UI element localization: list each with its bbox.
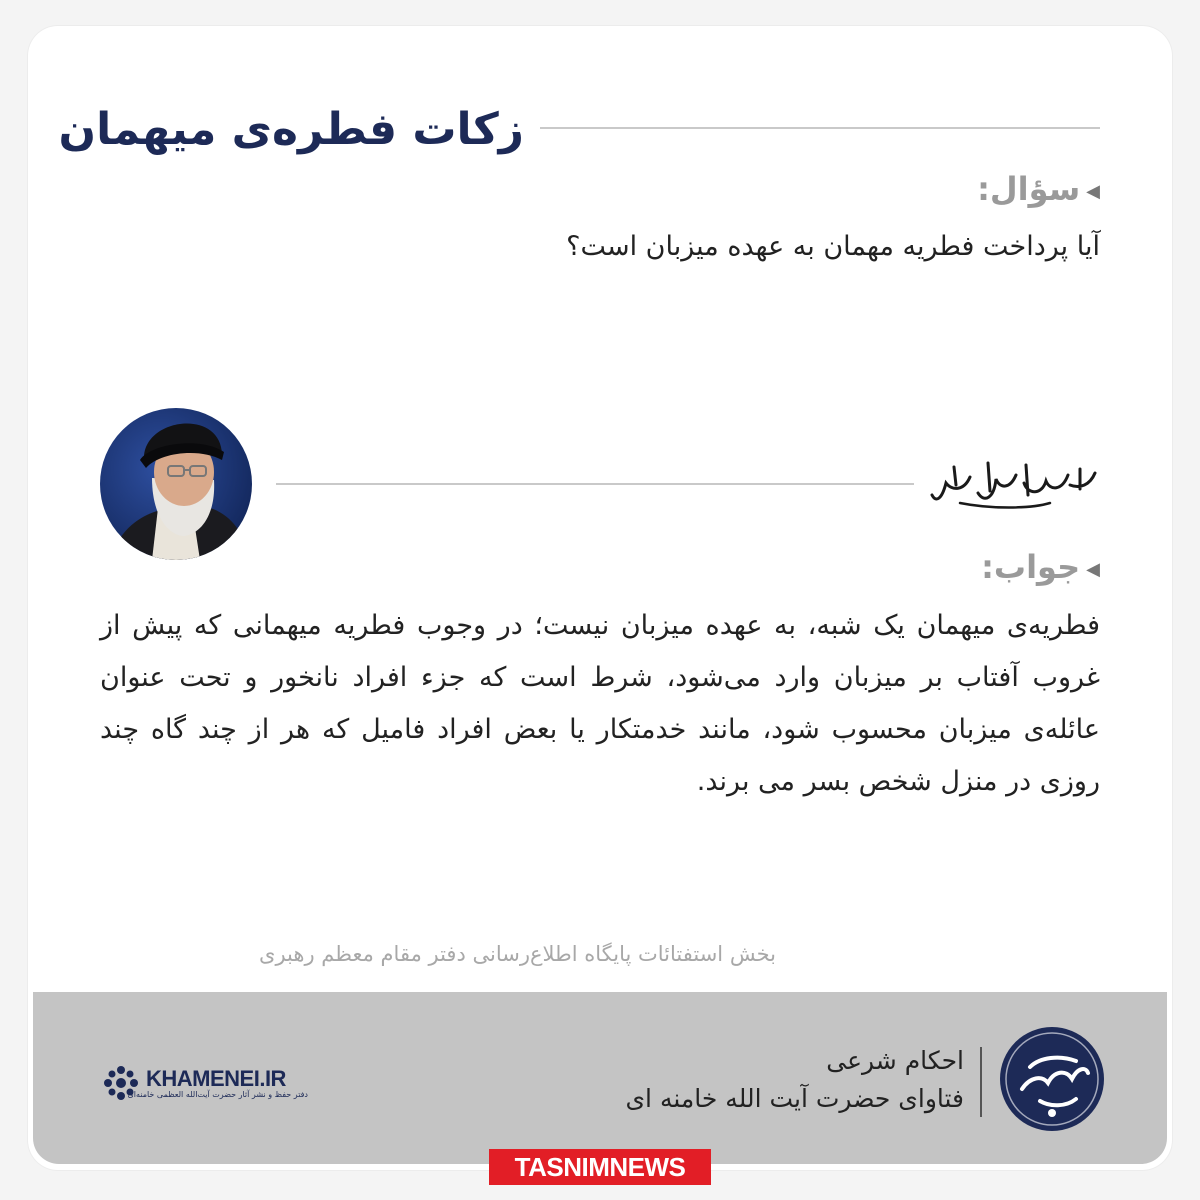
triangle-left-icon: ◀ bbox=[1086, 180, 1100, 202]
fiqh-logo-icon bbox=[1000, 1027, 1104, 1131]
bar-subtitle: فتاوای حضرت آیت الله خامنه ای bbox=[625, 1084, 964, 1113]
answer-text: فطریه‌ی میهمان یک شبه، به عهده میزبان نیست؛ در وجوب فطریه میهمانی که پیش از غروب آفتاب بر میزبان وارد می‌شود، شرط است که جزء افراد نانخور و تحت عنوان عائله‌ی میزبان محسوب شود، مانند خدمتکار یا بعض افراد فامیل که هر از چند گاه چند روزی در منزل شخص بسر می برند. bbox=[100, 610, 1100, 797]
basmala-calligraphy-icon bbox=[930, 455, 1100, 515]
answer-label-text: جواب: bbox=[981, 548, 1081, 586]
title-divider bbox=[540, 127, 1100, 129]
khamenei-site-logo bbox=[100, 1062, 310, 1104]
basmala-divider bbox=[276, 483, 914, 485]
portrait-icon bbox=[100, 408, 252, 560]
question-label bbox=[977, 170, 1100, 208]
bar-title: احکام شرعی bbox=[826, 1046, 964, 1075]
triangle-left-icon: ◀ bbox=[1086, 558, 1100, 580]
bar-divider bbox=[980, 1047, 982, 1117]
avatar bbox=[100, 408, 252, 560]
fiqh-logo bbox=[1000, 1027, 1104, 1131]
answer-label bbox=[981, 548, 1100, 586]
question-text: آیا پرداخت فطریه مهمان به عهده میزبان است؟ bbox=[566, 231, 1100, 262]
basmala bbox=[930, 455, 1100, 515]
source-note: بخش استفتائات پایگاه اطلاع‌رسانی دفتر مقام معظم رهبری bbox=[259, 942, 776, 966]
khamenei-logo-subtext: دفتر حفظ و نشر آثار حضرت آیت‌الله العظمی خامنه‌ای bbox=[127, 1090, 308, 1099]
question-label-text: سؤال: bbox=[977, 170, 1081, 208]
tasnim-watermark: TASNIMNEWS bbox=[489, 1149, 711, 1185]
khamenei-logo-text: KHAMENEI.IR bbox=[146, 1066, 286, 1091]
page-title: زکات فطره‌ی میهمان bbox=[58, 104, 524, 155]
